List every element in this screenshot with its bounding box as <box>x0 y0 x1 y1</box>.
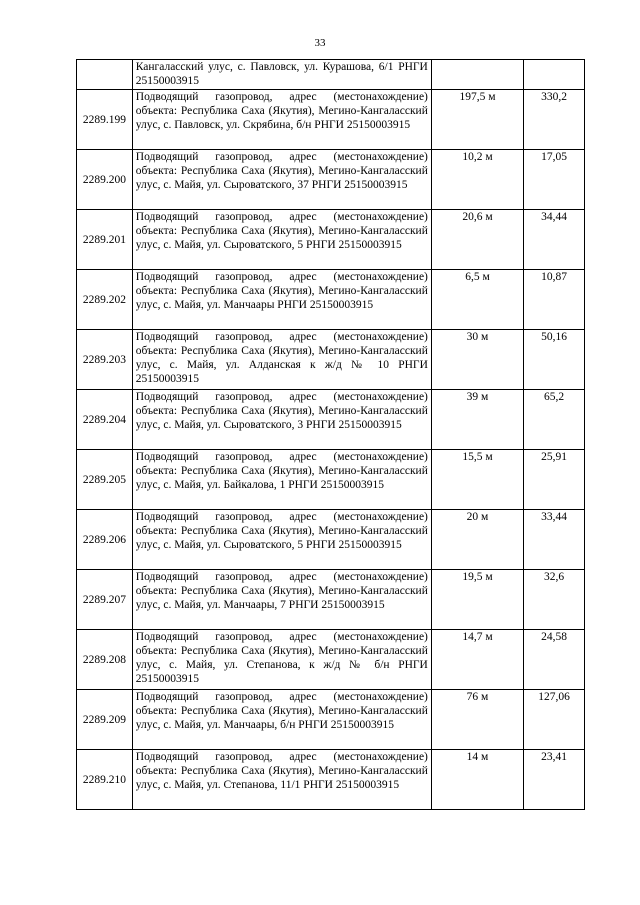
table-row <box>77 690 585 750</box>
object-description-cell: Подводящий газопровод, адрес (местонахождение) объекта: Республика Саха (Якутия), Мегино-Кангаласский улус, с. Майя, ул. Сыроватского, 5 РНГИ 25150003915 <box>132 210 431 270</box>
length-cell: 76 м <box>431 690 523 750</box>
length-cell: 6,5 м <box>431 270 523 330</box>
value-cell: 23,41 <box>524 750 585 810</box>
page-number: 33 <box>314 37 326 49</box>
table-row <box>77 510 585 570</box>
value-cell: 50,16 <box>524 330 585 390</box>
row-number-cell: 2289.209 <box>77 690 133 750</box>
length-cell: 19,5 м <box>431 570 523 630</box>
object-description-cell: Подводящий газопровод, адрес (местонахождение) объекта: Республика Саха (Якутия), Мегино-Кангаласский улус, с. Майя, ул. Сыроватского, 3 РНГИ 25150003915 <box>132 390 431 450</box>
row-number-cell: 2289.201 <box>77 210 133 270</box>
table-row <box>77 210 585 270</box>
object-description-cell: Подводящий газопровод, адрес (местонахождение) объекта: Республика Саха (Якутия), Мегино-Кангаласский улус, с. Майя, ул. Алданская к ж/д № 10 РНГИ 25150003915 <box>132 330 431 390</box>
object-description-cell: Подводящий газопровод, адрес (местонахождение) объекта: Республика Саха (Якутия), Мегино-Кангаласский улус, с. Майя, ул. Манчаары, 7 РНГИ 25150003915 <box>132 570 431 630</box>
row-number-cell: 2289.206 <box>77 510 133 570</box>
object-description-cell: Подводящий газопровод, адрес (местонахождение) объекта: Республика Саха (Якутия), Мегино-Кангаласский улус, с. Майя, ул. Степанова, к ж/д № б/н РНГИ 25150003915 <box>132 630 431 690</box>
length-cell: 14 м <box>431 750 523 810</box>
object-description-cell: Подводящий газопровод, адрес (местонахождение) объекта: Республика Саха (Якутия), Мегино-Кангаласский улус, с. Майя, ул. Сыроватского, 37 РНГИ 25150003915 <box>132 150 431 210</box>
value-cell: 34,44 <box>524 210 585 270</box>
value-cell: 24,58 <box>524 630 585 690</box>
table-row <box>77 630 585 690</box>
length-cell: 30 м <box>431 330 523 390</box>
row-number-cell: 2289.208 <box>77 630 133 690</box>
registry-table <box>76 59 585 810</box>
row-number-cell: 2289.199 <box>77 90 133 150</box>
row-number-cell: 2289.207 <box>77 570 133 630</box>
row-number-cell: 2289.203 <box>77 330 133 390</box>
value-cell: 33,44 <box>524 510 585 570</box>
object-description-cell: Подводящий газопровод, адрес (местонахождение) объекта: Республика Саха (Якутия), Мегино-Кангаласский улус, с. Павловск, ул. Скрябина, б/н РНГИ 25150003915 <box>132 90 431 150</box>
length-cell: 10,2 м <box>431 150 523 210</box>
value-cell: 330,2 <box>524 90 585 150</box>
length-cell: 15,5 м <box>431 450 523 510</box>
object-description-cell: Подводящий газопровод, адрес (местонахождение) объекта: Республика Саха (Якутия), Мегино-Кангаласский улус, с. Майя, ул. Сыроватского, 5 РНГИ 25150003915 <box>132 510 431 570</box>
length-cell: 20,6 м <box>431 210 523 270</box>
table-row <box>77 330 585 390</box>
length-cell: 39 м <box>431 390 523 450</box>
object-description-cell: Подводящий газопровод, адрес (местонахождение) объекта: Республика Саха (Якутия), Мегино-Кангаласский улус, с. Майя, ул. Манчаары, б/н РНГИ 25150003915 <box>132 690 431 750</box>
value-cell: 17,05 <box>524 150 585 210</box>
length-cell: 197,5 м <box>431 90 523 150</box>
table-row <box>77 150 585 210</box>
value-cell: 10,87 <box>524 270 585 330</box>
table-row <box>77 270 585 330</box>
object-description-cell: Подводящий газопровод, адрес (местонахождение) объекта: Республика Саха (Якутия), Мегино-Кангаласский улус, с. Майя, ул. Байкалова, 1 РНГИ 25150003915 <box>132 450 431 510</box>
table-row <box>77 90 585 150</box>
table-row <box>77 390 585 450</box>
object-description-cell: Кангаласский улус, с. Павловск, ул. Курашова, 6/1 РНГИ 25150003915 <box>132 60 431 90</box>
value-cell <box>524 60 585 90</box>
value-cell: 127,06 <box>524 690 585 750</box>
length-cell: 20 м <box>431 510 523 570</box>
row-number-cell: 2289.200 <box>77 150 133 210</box>
table-row <box>77 570 585 630</box>
length-cell: 14,7 м <box>431 630 523 690</box>
registry-table-body <box>77 60 585 810</box>
row-number-cell: 2289.205 <box>77 450 133 510</box>
row-number-cell: 2289.204 <box>77 390 133 450</box>
object-description-cell: Подводящий газопровод, адрес (местонахождение) объекта: Республика Саха (Якутия), Мегино-Кангаласский улус, с. Майя, ул. Степанова, 11/1 РНГИ 25150003915 <box>132 750 431 810</box>
length-cell <box>431 60 523 90</box>
object-description-cell: Подводящий газопровод, адрес (местонахождение) объекта: Республика Саха (Якутия), Мегино-Кангаласский улус, с. Майя, ул. Манчаары РНГИ 25150003915 <box>132 270 431 330</box>
table-row <box>77 60 585 90</box>
value-cell: 32,6 <box>524 570 585 630</box>
table-row <box>77 750 585 810</box>
table-row <box>77 450 585 510</box>
row-number-cell: 2289.202 <box>77 270 133 330</box>
value-cell: 25,91 <box>524 450 585 510</box>
row-number-cell <box>77 60 133 90</box>
row-number-cell: 2289.210 <box>77 750 133 810</box>
value-cell: 65,2 <box>524 390 585 450</box>
